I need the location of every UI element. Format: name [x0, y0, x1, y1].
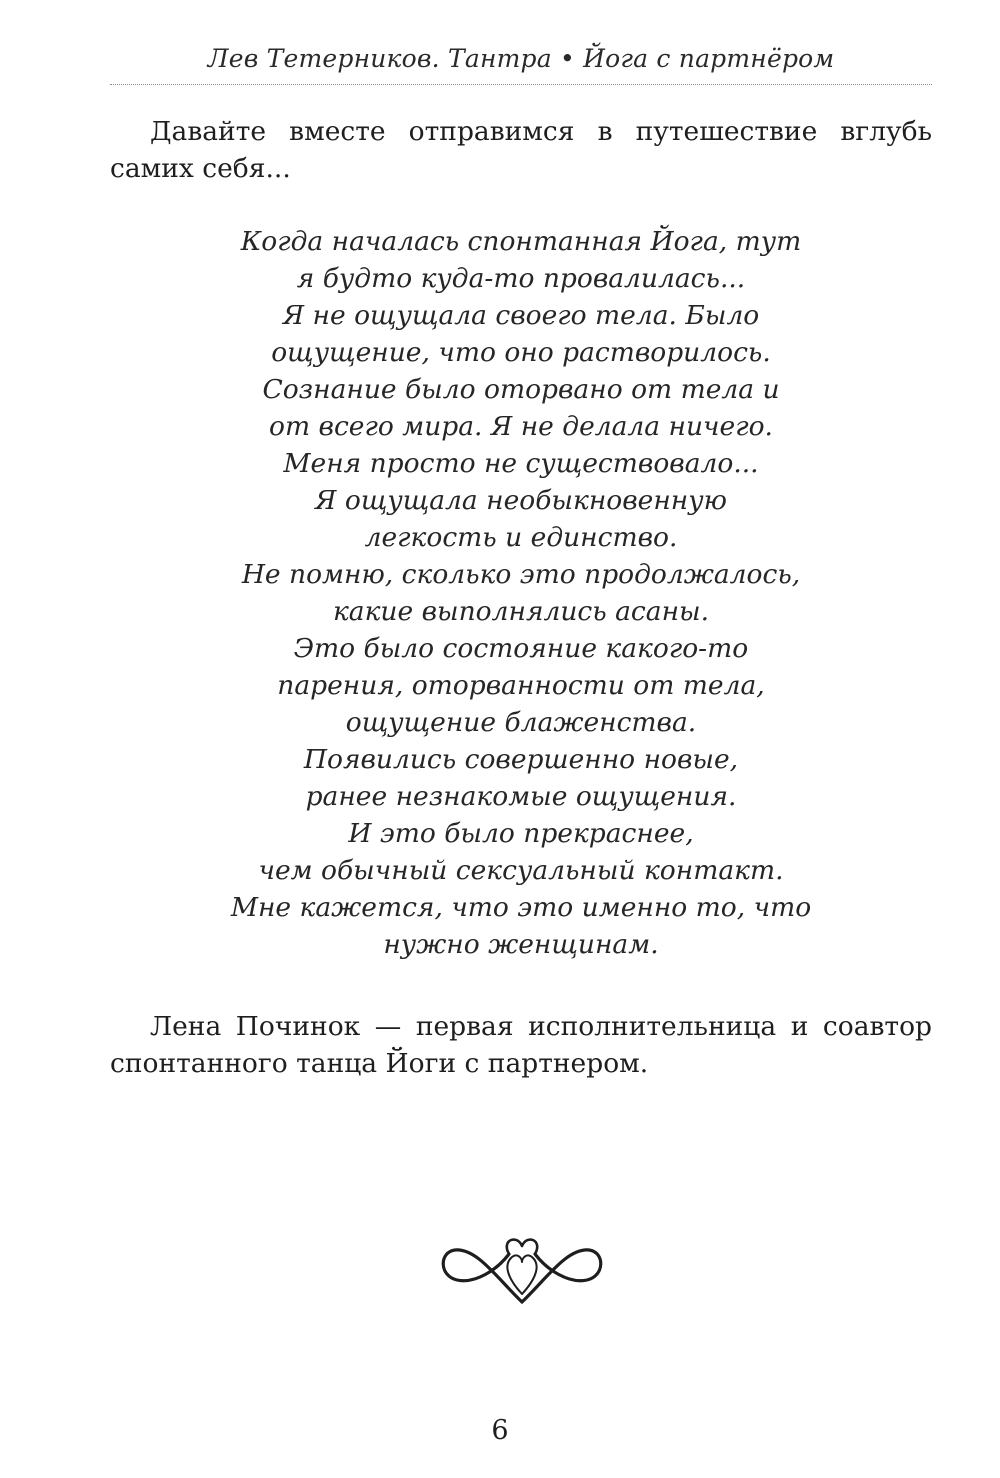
poem-line: Мне кажется, что это именно то, что	[230, 892, 812, 923]
poem-line: Сознание было оторвано от тела и	[262, 374, 780, 405]
poem-line: ощущение блаженства.	[345, 707, 697, 738]
page-number: 6	[491, 1415, 509, 1446]
poem-line: я будто куда-то провалилась...	[296, 263, 746, 294]
poem-line: Меня просто не существовало...	[283, 448, 759, 479]
poem-line: ощущение, что оно растворилось.	[271, 337, 771, 368]
heart-infinity-ornament-icon	[437, 1230, 607, 1310]
attribution-paragraph: Лена Починок — первая исполнительница и соавтор спонтанного танца Йоги с партнером.	[110, 1011, 932, 1079]
poem-quote	[110, 223, 932, 963]
poem-line: Не помню, сколько это продолжалось,	[241, 559, 801, 590]
running-head: Лев Тетерников. Тантра • Йога с партнёром	[207, 44, 835, 73]
poem-line: И это было прекраснее,	[348, 818, 694, 849]
poem-line: Когда началась спонтанная Йога, тут	[240, 226, 802, 257]
poem-line: ранее незнакомые ощущения.	[305, 781, 737, 812]
poem-line: Я не ощущала своего тела. Было	[282, 300, 760, 331]
header-divider	[110, 84, 932, 85]
poem-line: Появились совершенно новые,	[303, 744, 739, 775]
poem-line: Я ощущала необыкновенную	[315, 485, 727, 516]
intro-paragraph: Давайте вместе отправимся в путешествие вглубь самих себя...	[110, 116, 932, 184]
poem-line: от всего мира. Я не делала ничего.	[269, 411, 773, 442]
poem-line: парения, оторванности от тела,	[277, 670, 765, 701]
poem-line: какие выполнялись асаны.	[332, 596, 710, 627]
poem-line: нужно женщинам.	[383, 929, 659, 960]
poem-line: Это было состояние какого-то	[293, 633, 749, 664]
poem-line: чем обычный сексуальный контакт.	[258, 855, 784, 886]
poem-line: легкость и единство.	[364, 522, 678, 553]
